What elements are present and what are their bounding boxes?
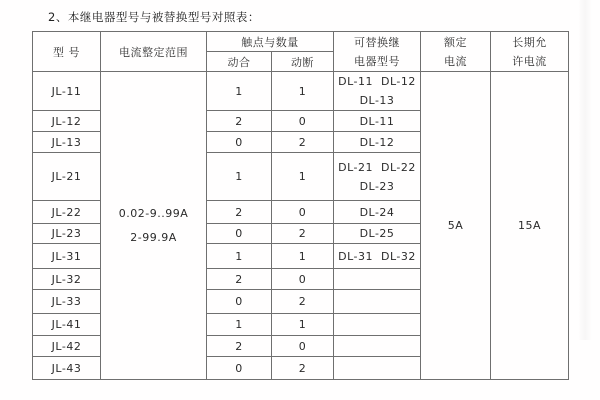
current-range-line1: 0.02-9..99A: [118, 206, 189, 220]
contact-nc-cell: 0: [272, 269, 334, 290]
contact-no-cell: 0: [207, 357, 272, 380]
replaceable-cell: [334, 111, 421, 132]
model-cell: JL-42: [33, 336, 101, 357]
replaceable-cell: [334, 224, 421, 244]
model-cell: JL-41: [33, 314, 101, 336]
contact-no-cell: 1: [207, 72, 272, 111]
contact-no-cell: 2: [207, 201, 272, 224]
replaceable-cell: [334, 132, 421, 153]
contact-nc-cell: 1: [272, 244, 334, 269]
contact-nc-cell: 0: [272, 111, 334, 132]
contact-no-cell: 2: [207, 336, 272, 357]
contact-nc-cell: 2: [272, 357, 334, 380]
header-rated-current: [421, 32, 491, 72]
model-cell: JL-11: [33, 72, 101, 111]
contact-no-cell: 2: [207, 111, 272, 132]
contact-nc-cell: 0: [272, 336, 334, 357]
table-row-jl11: [33, 72, 569, 111]
contact-no-cell: 0: [207, 290, 272, 314]
replaceable-cell: [334, 290, 421, 314]
header-contact-normally-open: 动合: [207, 52, 272, 72]
longterm-current-cell: 15A: [491, 72, 569, 380]
replaceable-line2: DL-23: [359, 179, 395, 193]
model-cell: JL-12: [33, 111, 101, 132]
replaceable-cell: [334, 72, 421, 111]
replaceable-line1: DL-11 DL-12: [338, 75, 416, 88]
header-rated-line2: 电流: [444, 54, 467, 68]
header-longterm-current: [491, 32, 569, 72]
model-cell: JL-21: [33, 153, 101, 201]
replaceable-line1: DL-31 DL-32: [338, 249, 416, 263]
contact-nc-cell: 1: [272, 72, 334, 111]
model-cell: JL-22: [33, 201, 101, 224]
replaceable-line2: DL-13: [359, 94, 395, 107]
contact-no-cell: 1: [207, 314, 272, 336]
header-longterm-line2: 许电流: [512, 54, 547, 68]
contact-nc-cell: 2: [272, 132, 334, 153]
header-contacts-group: 触点与数量: [207, 32, 334, 52]
header-rated-line1: 额定: [444, 35, 467, 49]
replaceable-cell: [334, 244, 421, 269]
header-replaceable-model: [334, 32, 421, 72]
rated-current-cell: 5A: [421, 72, 491, 380]
contact-nc-cell: 0: [272, 201, 334, 224]
model-cell: JL-43: [33, 357, 101, 380]
header-contact-normally-closed: 动断: [272, 52, 334, 72]
contact-no-cell: 0: [207, 132, 272, 153]
replaceable-cell: [334, 269, 421, 290]
page-edge-shade: [578, 0, 592, 340]
replaceable-line1: DL-21 DL-22: [338, 160, 416, 174]
current-range-line2: 2-99.9A: [130, 230, 177, 244]
current-range-cell: [101, 72, 207, 380]
contact-no-cell: 0: [207, 224, 272, 244]
replaceable-cell: [334, 336, 421, 357]
contact-no-cell: 1: [207, 244, 272, 269]
header-row-1: [33, 32, 569, 52]
header-current-range: 电流整定范围: [101, 32, 207, 72]
header-replaceable-line1: 可替换继: [354, 35, 400, 49]
contact-no-cell: 1: [207, 153, 272, 201]
replaceable-line1: DL-25: [359, 227, 395, 240]
replaceable-cell: [334, 357, 421, 380]
model-cell: JL-23: [33, 224, 101, 244]
replaceable-cell: [334, 314, 421, 336]
header-model: 型 号: [33, 32, 101, 72]
replaceable-cell: [334, 153, 421, 201]
header-replaceable-line2: 电器型号: [354, 54, 400, 68]
contact-nc-cell: 1: [272, 153, 334, 201]
contact-nc-cell: 1: [272, 314, 334, 336]
model-cell: JL-32: [33, 269, 101, 290]
contact-nc-cell: 2: [272, 224, 334, 244]
model-cell: JL-13: [33, 132, 101, 153]
replaceable-line1: DL-11: [359, 114, 395, 128]
model-cell: JL-33: [33, 290, 101, 314]
replaceable-cell: [334, 201, 421, 224]
header-longterm-line1: 长期允: [512, 35, 547, 49]
contact-no-cell: 2: [207, 269, 272, 290]
contact-nc-cell: 2: [272, 290, 334, 314]
model-cell: JL-31: [33, 244, 101, 269]
replaceable-line1: DL-12: [359, 135, 395, 149]
replaceable-line1: DL-24: [359, 205, 395, 219]
page-title: 2、本继电器型号与被替换型号对照表：: [48, 10, 260, 24]
relay-comparison-table: [32, 31, 569, 380]
